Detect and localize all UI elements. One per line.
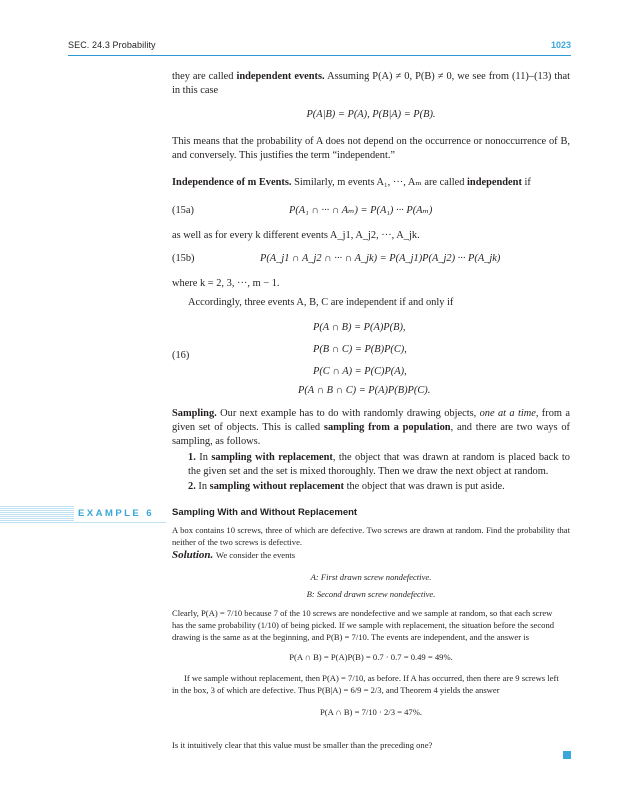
equation-15a: P(A₁ ∩ ··· ∩ Aₘ) = P(A₁) ··· P(Aₘ) <box>289 205 433 216</box>
equation-tag-16: (16) <box>172 350 190 361</box>
solution-intro: We consider the events <box>215 550 296 560</box>
end-of-example-marker <box>563 751 571 759</box>
sampling-title: Sampling. <box>172 408 217 419</box>
example-title: Sampling With and Without Replacement <box>172 507 358 518</box>
clearly-line-3: drawing is the same as at the beginning, and P(B) = 7/10. The events are independent, and the answer is <box>172 632 529 642</box>
equation-tag-15a: (15a) <box>172 205 194 216</box>
intro-paragraph <box>172 70 570 98</box>
meaning-paragraph: This means that the probability of A does not depend on the occurrence or nonoccurrence of B, and conversely. This justifies the term “independent.” <box>172 136 570 161</box>
intro-prefix: they are called <box>172 71 234 82</box>
example-problem: A box contains 10 screws, three of which are defective. Two screws are drawn at random. Find the probability that neither of the two screws is defective. <box>172 525 570 548</box>
item-text: In <box>198 481 208 492</box>
independent-events-term: independent events. <box>236 71 325 82</box>
m-events-paragraph <box>172 176 570 190</box>
page-number: 1023 <box>550 40 571 50</box>
result-with-replacement: P(A ∩ B) = P(A)P(B) = 0.7 · 0.7 = 0.49 = 49%. <box>289 652 453 662</box>
item-number: 2. <box>188 481 196 492</box>
three-events-paragraph: Accordingly, three events A, B, C are independent if and only if <box>188 297 454 308</box>
equation-tag-15b: (15b) <box>172 253 195 264</box>
sampling-text: , and there are two ways of sampling, as follows. <box>172 422 570 447</box>
m-events-if: if <box>524 177 531 188</box>
equation-15b: P(A_j1 ∩ A_j2 ∩ ··· ∩ A_jk) = P(A_j1)P(A_j2) ··· P(A_jk) <box>260 253 501 264</box>
m-events-title: Independence of m Events. <box>172 177 292 188</box>
sampling-population-term: sampling from a population <box>323 422 451 433</box>
event-a: A: First drawn screw nondefective. <box>310 572 432 582</box>
sampling-item-1 <box>188 451 570 479</box>
item-text: the object that was drawn is put aside. <box>346 481 505 492</box>
sampling-text: Our next example has to do with randomly drawing objects, <box>220 408 477 419</box>
closing-question: Is it intuitively clear that this value must be smaller than the preceding one? <box>172 740 433 750</box>
independent-term: independent <box>467 177 522 188</box>
sampling-item-2 <box>188 480 570 494</box>
item-text: , the object that was drawn at random is placed back to the given set and the set is mixed thoroughly. Then we draw the next object at random. <box>188 452 570 477</box>
running-header <box>68 40 571 54</box>
conditional-equation: P(A|B) = P(A), P(B|A) = P(B). <box>306 109 436 120</box>
event-b: B: Second drawn screw nondefective. <box>306 589 436 599</box>
header-rule <box>68 55 571 56</box>
equation-16-line: P(B ∩ C) = P(B)P(C), <box>313 344 407 355</box>
without-replacement-term: sampling without replacement <box>209 481 344 492</box>
sampling-text: from a given set of objects. This is called <box>172 408 570 433</box>
equation-16-line: P(A ∩ B ∩ C) = P(A)P(B)P(C). <box>298 385 431 396</box>
example-label: EXAMPLE 6 <box>74 506 170 521</box>
without-line-1: If we sample without replacement, then P(A) = 7/10, as before. If A has occurred, then there are 9 screws left <box>184 673 559 683</box>
section-label: SEC. 24.3 Probability <box>68 40 156 50</box>
equation-16-line: P(C ∩ A) = P(C)P(A), <box>313 366 407 377</box>
sampling-paragraph <box>172 407 570 449</box>
clearly-line-1: Clearly, P(A) = 7/10 because 7 of the 10 screws are nondefective and we sample at random, so that each screw <box>172 608 553 618</box>
clearly-line-2: has the same probability (1/10) of being picked. If we sample with replacement, the situation before the second <box>172 620 555 630</box>
sampling-italic: one at a time, <box>479 408 539 419</box>
with-replacement-term: sampling with replacement <box>211 452 333 463</box>
where-paragraph: where k = 2, 3, ···, m − 1. <box>172 278 280 289</box>
m-events-text: Similarly, m events A₁, ···, Aₘ are called <box>294 177 465 188</box>
solution-line <box>172 548 570 563</box>
solution-label: Solution. <box>172 549 214 561</box>
equation-16-line: P(A ∩ B) = P(A)P(B), <box>313 322 406 333</box>
without-line-2: in the box, 3 of which are defective. Thus P(B|A) = 6/9 = 2/3, and Theorem 4 yields the answer <box>172 685 500 695</box>
item-number: 1. <box>188 452 196 463</box>
result-without-replacement: P(A ∩ B) = 7/10 · 2/3 = 47%. <box>319 707 423 717</box>
k-events-paragraph: as well as for every k different events A_j1, A_j2, ···, A_jk. <box>172 230 420 241</box>
intro-rest: Assuming P(A) ≠ 0, P(B) ≠ 0, we see from (11)–(13) that in this case <box>172 71 570 96</box>
item-text: In <box>199 452 208 463</box>
